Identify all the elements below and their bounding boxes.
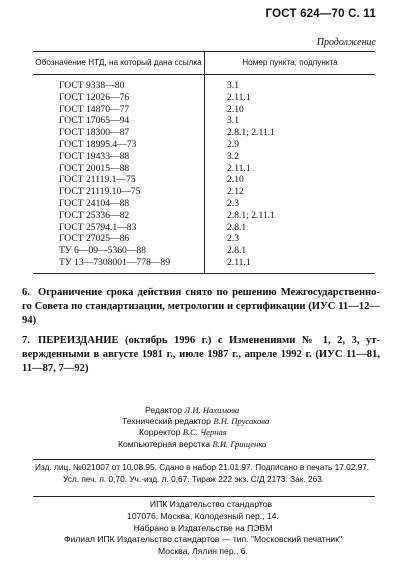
table-row — [33, 127, 375, 139]
table-row — [33, 198, 375, 210]
cell-document: ГОСТ 21119.10—75 — [33, 186, 205, 198]
table-row — [33, 233, 375, 245]
cell-document: ТУ 13—7308001—778—89 — [33, 257, 205, 273]
imprint — [0, 499, 406, 558]
layout-name: В.И. Грищенко — [212, 438, 267, 449]
table-header-row — [33, 52, 375, 75]
cell-item: 3.1 — [227, 115, 239, 127]
cell-item: 2.3 — [227, 197, 239, 209]
col-header-document: Обозначение НТД, на который дана ссылка — [33, 52, 205, 75]
cell-document: ГОСТ 18300—87 — [33, 127, 205, 139]
publication-line-2: Усл. печ. л. 0,70. Уч.-изд. л. 0,67. Тираж 222 экз. С/Д 2173. Зак. 263. — [63, 473, 325, 484]
table-row — [33, 210, 375, 222]
credit-editor — [0, 405, 406, 416]
cell-document: ГОСТ 17065—94 — [33, 115, 205, 127]
table-row — [33, 104, 375, 116]
cell-document: ГОСТ 24104—88 — [33, 198, 205, 210]
table-row — [33, 139, 375, 151]
cell-document: ГОСТ 27025—86 — [33, 233, 205, 245]
editor-role: Редактор — [145, 405, 182, 415]
cell-item: 3.1 — [227, 80, 239, 91]
cell-item: 2.10 — [227, 174, 244, 186]
publication-data — [33, 462, 375, 485]
divider-top — [33, 459, 375, 460]
table-row — [33, 174, 375, 186]
editor-name: Л.И. Нахимова — [184, 405, 240, 415]
credit-tech-editor — [0, 416, 406, 427]
paragraph-7-text: ПЕРЕИЗДАНИЕ (октябрь 1996 г.) с Изменениями № 1, 2, 3, ут-вержденными в августе 1981 г., июле 1987 г., апреле 1992 г. (ИУС 11—81, 11—87, 7—92) — [22, 335, 380, 374]
cell-item: 2.8.1 — [227, 221, 247, 233]
cell-item: 2.11.1 — [205, 257, 376, 273]
reference-table — [33, 51, 375, 274]
divider-bottom — [33, 496, 375, 497]
cell-item: 2.12 — [227, 186, 244, 198]
cell-item: 2.8.1; 2.11.1 — [227, 127, 275, 139]
paragraph-6 — [22, 286, 380, 328]
cell-item: 2.9 — [227, 138, 239, 150]
table-row — [33, 222, 375, 234]
imprint-line-1: ИПК Издательство стандартов — [149, 499, 273, 509]
paragraph-7 — [22, 334, 380, 376]
col-header-item: Номер пункта, подпункта — [205, 52, 376, 75]
cell-document: ГОСТ 21119.1—75 — [33, 174, 205, 186]
proofreader-role: Корректор — [139, 427, 181, 438]
imprint-line-2: 107076, Москва, Колодезный пер., 14. — [127, 510, 279, 521]
imprint-line-4: Филиал ИПК Издательство стандартов — тип. "Московский печатник" — [63, 534, 343, 545]
tech-editor-name: В.Н. Прусакова — [213, 416, 270, 427]
table-row — [33, 75, 375, 92]
paragraph-6-text: Ограничение срока действия снято по решению Межгосударственно-го Совета по стандартизации, метрологии и сертификации (ИУС 11—12—94) — [22, 287, 380, 326]
cell-item: 2.3 — [227, 233, 239, 245]
cell-document: ГОСТ 9338—80 — [33, 75, 205, 92]
cell-document: ГОСТ 25336—82 — [33, 210, 205, 222]
cell-document: ГОСТ 18995.4—73 — [33, 139, 205, 151]
table-row — [33, 163, 375, 175]
cell-item: 3.2 — [227, 150, 239, 162]
cell-document: ГОСТ 20015—88 — [33, 163, 205, 175]
table-body — [33, 75, 375, 274]
paragraph-6-number: 6. — [22, 287, 30, 298]
table-row — [33, 151, 375, 163]
table-row — [33, 115, 375, 127]
table-row — [33, 186, 375, 198]
editorial-credits — [0, 405, 406, 450]
cell-item: 2.8.1; 2.11.1 — [227, 209, 275, 221]
cell-document: ГОСТ 12026—76 — [33, 92, 205, 104]
credit-layout — [0, 439, 406, 450]
continued-label: Продолжение — [316, 37, 376, 48]
cell-document: ГОСТ 25794.1—83 — [33, 222, 205, 234]
table-row — [33, 257, 375, 273]
table-row — [33, 245, 375, 257]
tech-editor-role: Технический редактор — [122, 416, 211, 427]
cell-item: 2.11.1 — [227, 91, 251, 103]
table-row — [33, 92, 375, 104]
cell-item: 2.11.1 — [227, 162, 251, 174]
page-number: ГОСТ 624—70 С. 11 — [265, 8, 376, 20]
cell-document: ГОСТ 19433—88 — [33, 151, 205, 163]
imprint-line-3: Набрано в Издательстве на ПЭВМ — [133, 522, 273, 533]
cell-document: ГОСТ 14870—77 — [33, 104, 205, 116]
proofreader-name: В.С. Черная — [182, 427, 227, 438]
layout-role: Компьютерная верстка — [118, 438, 211, 449]
cell-item: 2.8.1 — [227, 245, 247, 257]
cell-document: ТУ 6—09—5360—88 — [33, 245, 205, 257]
publication-line-1: Изд. лиц. №021007 от 10.08.95. Сдано в набор 21.01.97. Подписано в печать 17.02.97. — [35, 462, 370, 472]
paragraph-7-number: 7. — [22, 335, 30, 346]
imprint-line-5: Москва, Лялин пер., 6. — [158, 546, 248, 557]
cell-item: 2.10 — [227, 103, 244, 115]
credit-proofreader — [0, 427, 406, 438]
